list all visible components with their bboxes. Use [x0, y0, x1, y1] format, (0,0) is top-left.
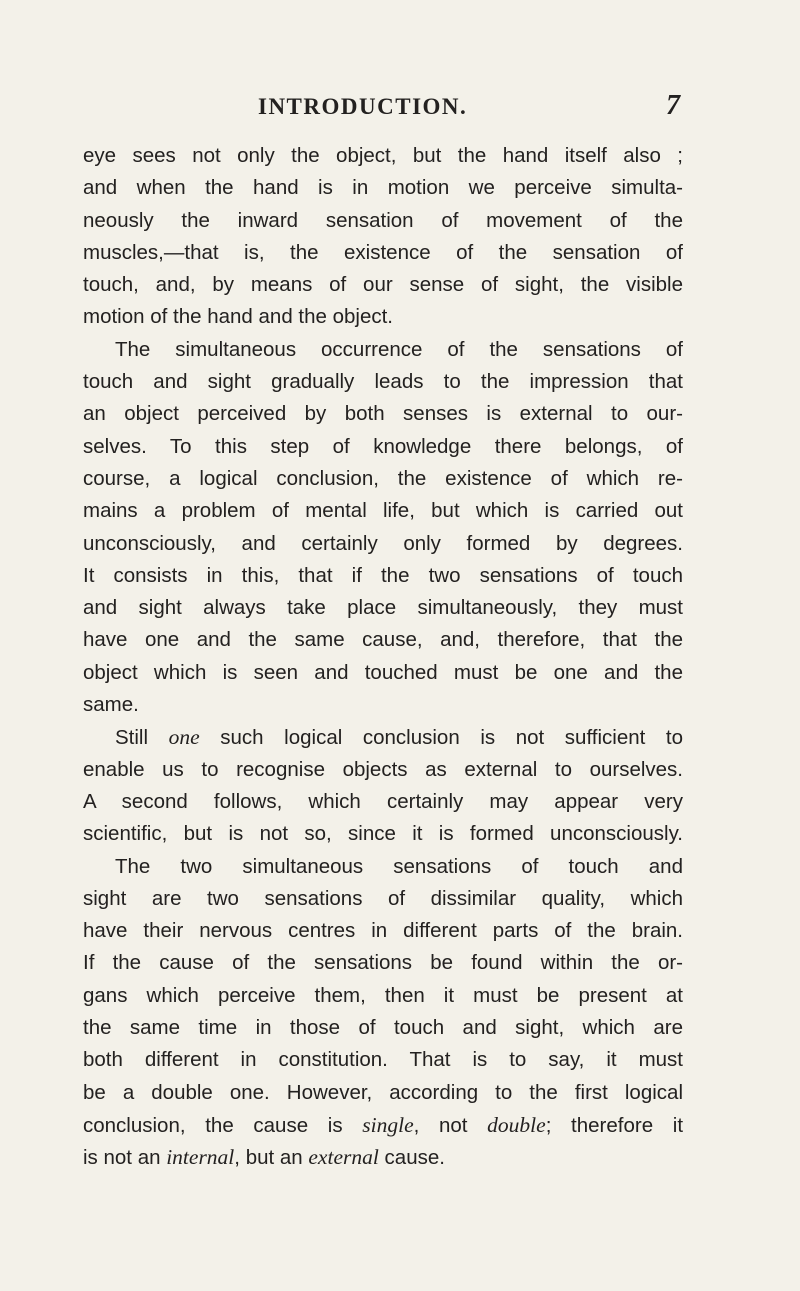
- text-line: and sight always take place simultaneously, they must: [83, 596, 683, 620]
- line-end: cause.: [384, 1146, 445, 1170]
- text-line: be a double one. However, according to the first logical: [83, 1080, 683, 1104]
- line-end: ; therefore it: [545, 1113, 683, 1137]
- text-line: sight are two sensations of dissimilar quality, which: [83, 886, 683, 910]
- text-line: muscles,—that is, the existence of the sensation of: [83, 240, 683, 264]
- emphasis-internal: internal: [166, 1145, 235, 1170]
- text-line: the same time in those of touch and sight, which are: [83, 1016, 683, 1040]
- emphasis-single: single: [362, 1112, 414, 1137]
- emphasis-one: one: [168, 725, 200, 750]
- body-text: [83, 140, 683, 1174]
- emphasis-double: double: [487, 1112, 546, 1137]
- text-line: object which is seen and touched must be one and the: [83, 660, 683, 684]
- text-line: touch and sight gradually leads to the impression that: [83, 370, 683, 394]
- text-line: It consists in this, that if the two sensations of touch: [83, 563, 683, 587]
- text-line: course, a logical conclusion, the existence of which re-: [83, 466, 683, 490]
- text-line: touch, and, by means of our sense of sight, the visible: [83, 273, 683, 297]
- text-line: If the cause of the sensations be found within the or-: [83, 951, 683, 975]
- running-head: INTRODUCTION.: [258, 94, 468, 119]
- text-line: selves. To this step of knowledge there belongs, of: [83, 434, 683, 458]
- line-rest: such logical conclusion is not sufficient to: [220, 726, 683, 750]
- text-line: [83, 1109, 683, 1141]
- line-start: is not an: [83, 1146, 161, 1170]
- text-line: A second follows, which certainly may appear very: [83, 789, 683, 813]
- text-line: gans which perceive them, then it must be present at: [83, 983, 683, 1007]
- text-line: same.: [83, 693, 139, 717]
- text-line: motion of the hand and the object.: [83, 305, 394, 329]
- page-number: 7: [666, 90, 680, 121]
- text-line: eye sees not only the object, but the hand itself also ;: [83, 144, 683, 167]
- line-mid: , not: [413, 1113, 468, 1137]
- line-start: conclusion, the cause is: [83, 1113, 343, 1137]
- text-line: have their nervous centres in different parts of the brain.: [83, 919, 683, 943]
- text-line: both different in constitution. That is to say, it must: [83, 1048, 683, 1072]
- text-line: neously the inward sensation of movement of the: [83, 208, 683, 232]
- text-line: scientific, but is not so, since it is formed unconsciously.: [83, 822, 683, 846]
- emphasis-external: external: [308, 1145, 379, 1170]
- line-mid: , but an: [234, 1146, 303, 1170]
- text-line: enable us to recognise objects as external to ourselves.: [83, 757, 683, 781]
- text-line: The two simultaneous sensations of touch and: [115, 854, 683, 878]
- text-line: unconsciously, and certainly only formed by degrees.: [83, 531, 683, 555]
- text-line: The simultaneous occurrence of the sensations of: [115, 337, 683, 361]
- text-line: have one and the same cause, and, therefore, that the: [83, 628, 683, 652]
- text-line: mains a problem of mental life, but which is carried out: [83, 499, 683, 523]
- text-line: [83, 1141, 683, 1173]
- text-line: an object perceived by both senses is external to our-: [83, 402, 683, 426]
- text-line: and when the hand is in motion we perceive simulta-: [83, 176, 683, 200]
- text-line: [83, 721, 683, 753]
- line-prefix: Still: [115, 726, 149, 750]
- page-header: [0, 90, 800, 130]
